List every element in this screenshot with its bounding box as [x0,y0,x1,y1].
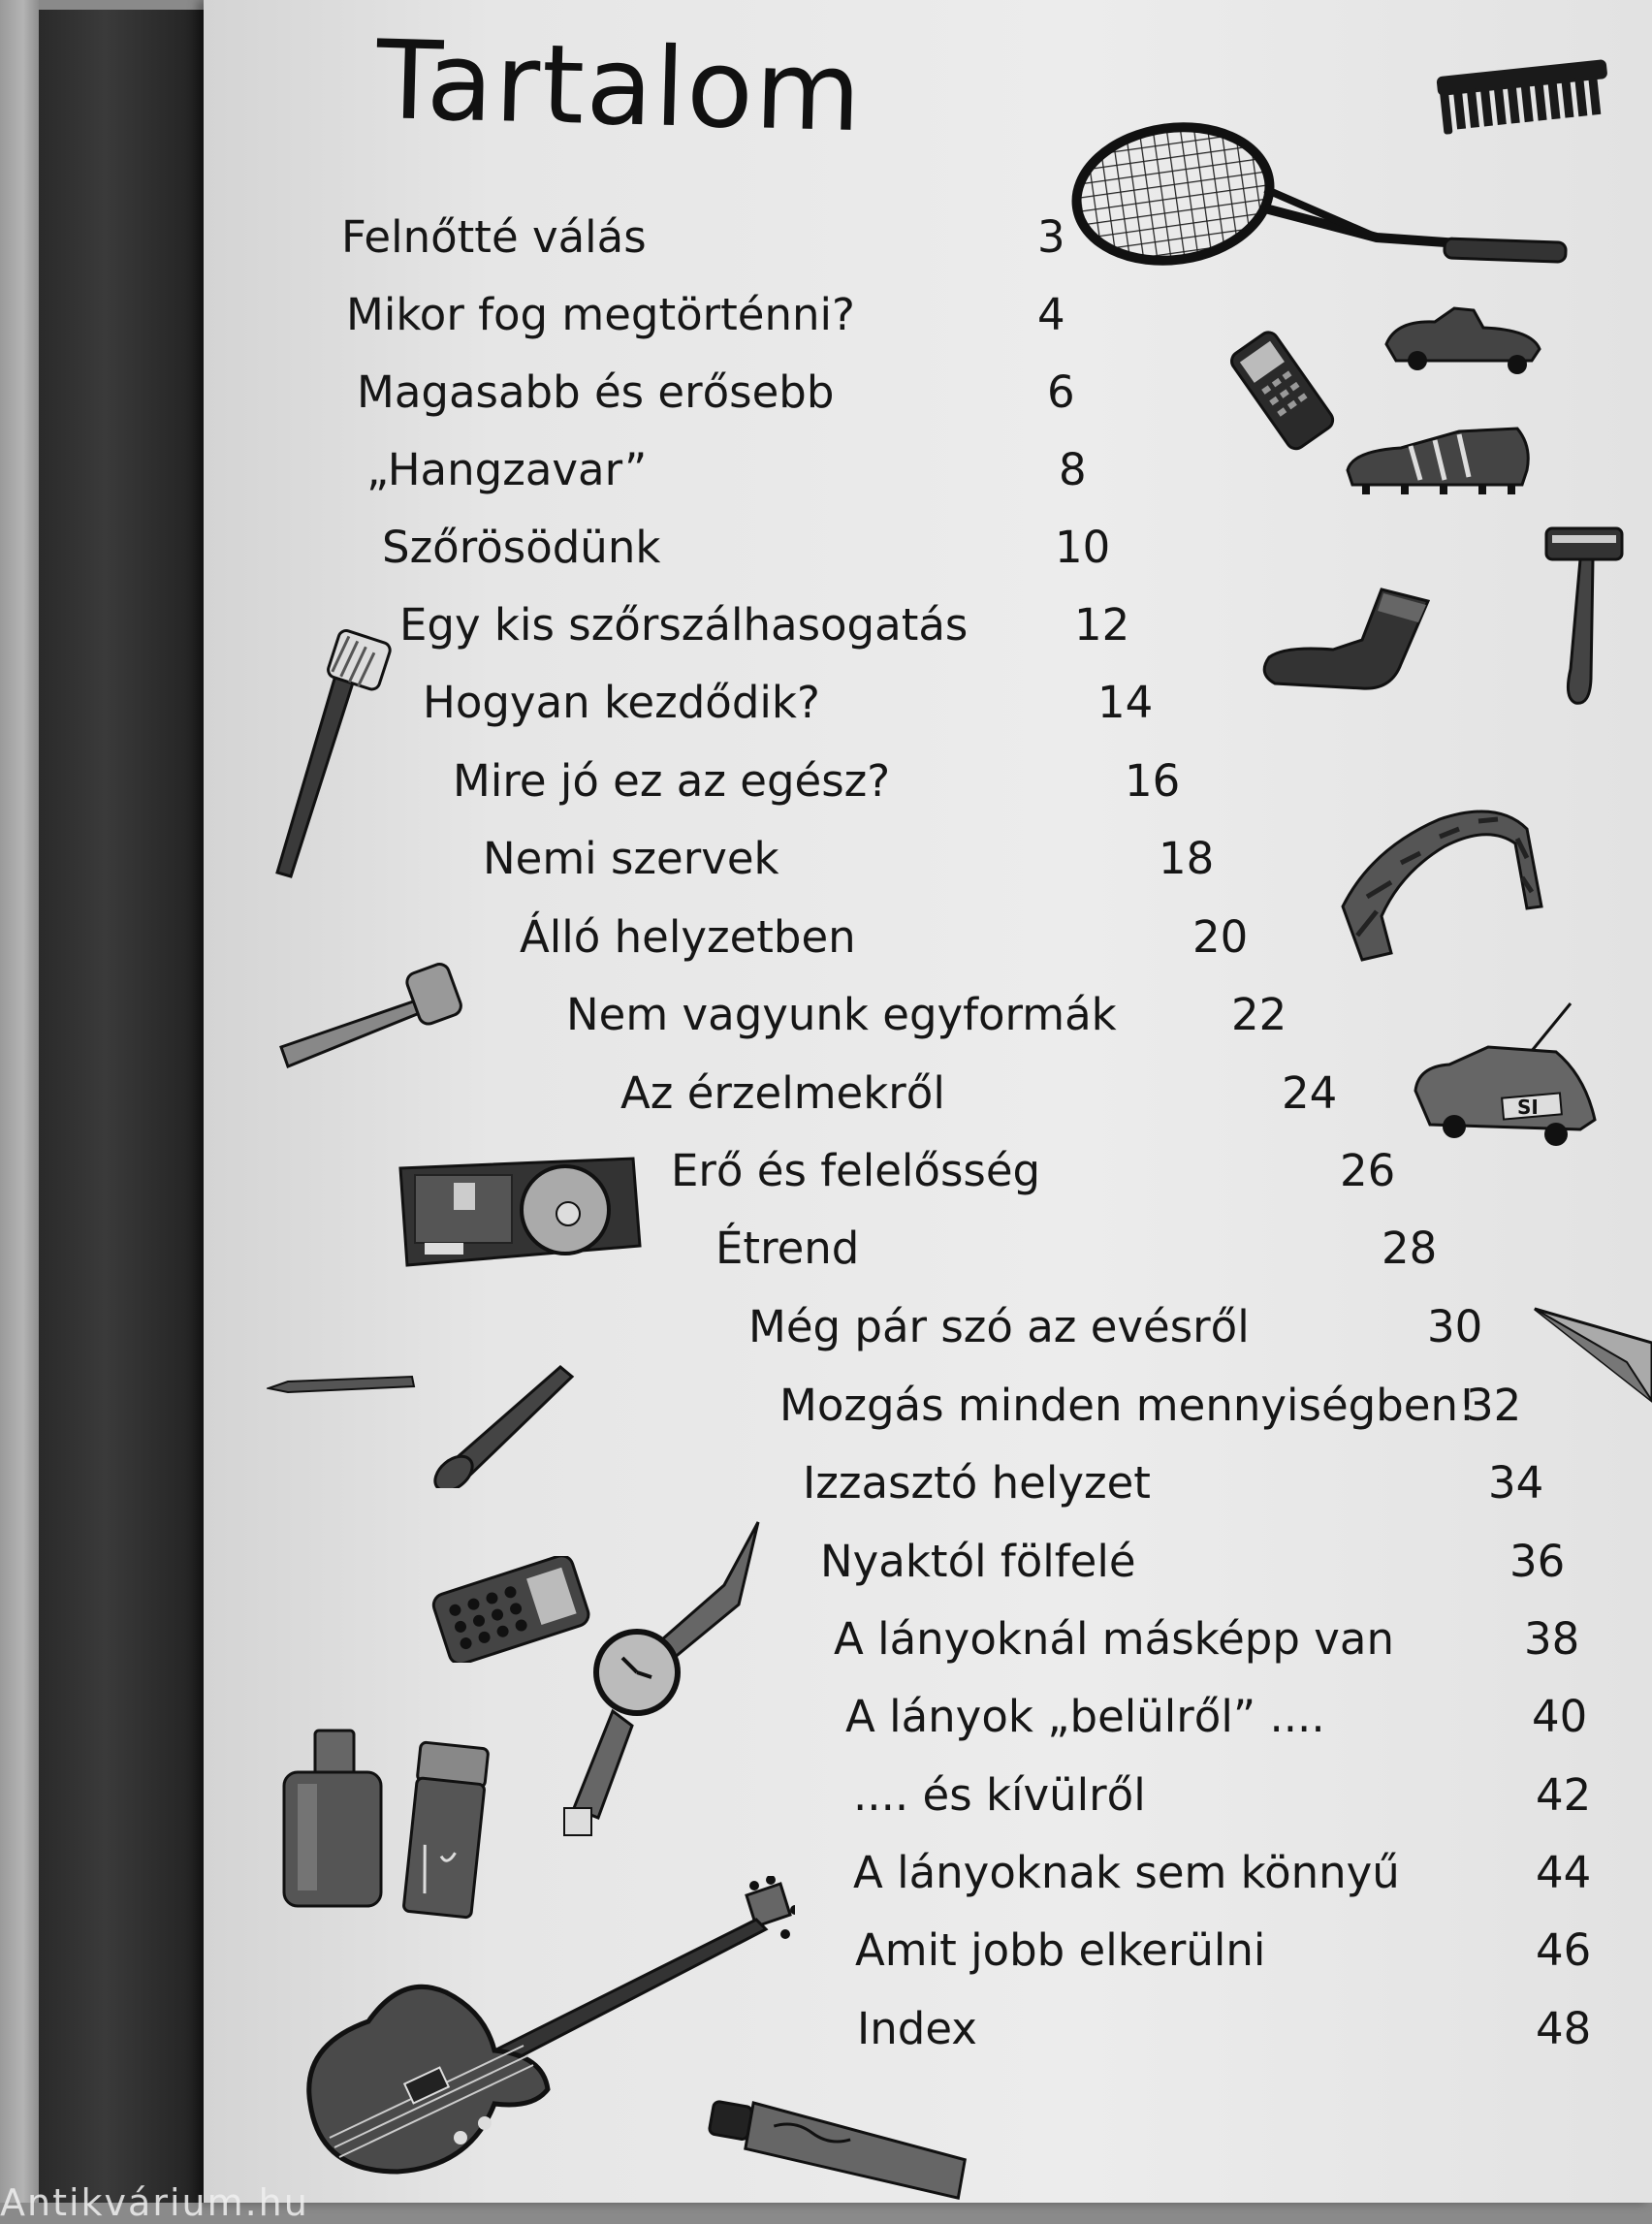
necktie-icon [1333,790,1551,974]
fountain-pen-icon [425,1352,580,1488]
toc-entry [346,286,1115,344]
toc-entry-title: Az érzelmekről [620,1067,945,1119]
toc-entry [803,1454,1566,1512]
background-left [0,0,39,2203]
toc-entry [857,2000,1613,2058]
toc-entry [845,1688,1609,1746]
toc-entry-title: Izzasztó helyzet [803,1457,1151,1509]
tennis-racket-icon [1066,116,1580,281]
toc-entry-title: Mire jó ez az egész? [453,755,891,807]
toc-entry-page: 24 [1282,1067,1338,1119]
sneaker-icon [1343,417,1537,504]
rc-toy-car-icon [1411,999,1600,1154]
toc-entry-page: 46 [1536,1924,1592,1976]
toc-entry [748,1298,1505,1356]
toc-entry-title: A lányok „belülről” .... [845,1691,1325,1742]
disposable-razor-icon [276,960,470,1076]
toc-entry-page: 4 [1037,289,1065,340]
toc-entry-title: Erő és felelősség [671,1145,1041,1196]
toc-entry [483,830,1236,888]
toothbrush-icon [260,620,405,882]
toc-entry-title: „Hangzavar” [366,444,648,495]
toc-entry [853,1844,1613,1902]
toy-race-car-icon [1377,301,1546,378]
toc-entry-page: 28 [1382,1223,1438,1274]
toc-entry-page: 16 [1125,755,1181,807]
toc-entry [341,208,1115,267]
sock-icon [1255,582,1435,698]
toc-entry-title: Álló helyzetben [520,911,856,963]
car-plate-text: SI [1517,1096,1539,1119]
toc-entry [779,1377,1543,1435]
toc-entry [853,1766,1613,1825]
toc-entry [820,1533,1587,1591]
toc-entry [834,1610,1602,1668]
toc-entry [855,1922,1613,1980]
toc-entry-page: 40 [1532,1691,1588,1742]
toc-entry-title: A lányoknál másképp van [834,1613,1394,1665]
toothpaste-tube-icon [703,2099,974,2203]
toc-entry [715,1220,1459,1278]
cd-player-icon [396,1154,643,1270]
paper-plane-icon [1530,1304,1652,1411]
toc-entry-title: Még pár szó az evésről [748,1301,1250,1352]
toc-entry [453,752,1202,810]
toc-entry-page: 26 [1340,1145,1396,1196]
toc-entry [620,1064,1359,1123]
toc-entry [671,1142,1417,1200]
toc-entry-page: 8 [1059,444,1087,495]
toc-entry [423,674,1175,732]
toc-entry [399,596,1152,654]
toc-entry-page: 6 [1047,366,1075,418]
toc-entry-page: 20 [1192,911,1249,963]
toc-entry-title: Étrend [715,1223,860,1274]
toc-entry-title: Mikor fog megtörténni? [346,289,855,340]
toc-entry-title: Magasabb és erősebb [357,366,835,418]
toc-entry-title: Mozgás minden mennyiségben! [779,1380,1477,1431]
razor-icon [1537,524,1634,708]
page-title: Tartalom [374,17,865,157]
watermark-text: Antikvárium.hu [0,2181,309,2224]
toc-entry-page: 30 [1427,1301,1483,1352]
toc-entry-page: 42 [1536,1769,1592,1821]
toc-entry-title: A lányoknak sem könnyű [853,1847,1400,1898]
toc-entry-page: 32 [1466,1380,1522,1431]
toc-entry-page: 3 [1037,211,1065,263]
calculator-icon [429,1556,593,1663]
toc-entry-page: 14 [1097,677,1154,728]
toc-entry-page: 36 [1509,1536,1566,1587]
toc-entry-page: 34 [1488,1457,1544,1509]
toc-entry [366,441,1136,499]
pencil-icon [267,1367,417,1401]
toc-entry-page: 22 [1231,989,1287,1040]
book-spine [39,10,204,2203]
toc-entry [520,908,1270,967]
mobile-phone-icon [1217,330,1348,451]
toc-entry [382,519,1132,577]
toc-entry-page: 18 [1159,833,1215,884]
toc-entry-page: 12 [1074,599,1130,651]
toc-entry [357,364,1125,422]
toc-entry-page: 10 [1055,522,1111,573]
toc-entry-title: Nemi szervek [483,833,779,884]
toc-entry-page: 44 [1536,1847,1592,1898]
toc-entry-title: Szőrösödünk [382,522,661,573]
toc-entry-title: Egy kis szőrszálhasogatás [399,599,969,651]
toc-entry-title: Nyaktól fölfelé [820,1536,1136,1587]
toc-entry-page: 48 [1536,2003,1592,2054]
toc-entry-title: .... és kívülről [853,1769,1146,1821]
toc-entry-title: Hogyan kezdődik? [423,677,820,728]
toc-entry-title: Felnőtté válás [341,211,647,263]
toc-entry-title: Amit jobb elkerülni [855,1924,1266,1976]
toc-entry [566,986,1309,1044]
toc-entry-title: Nem vagyunk egyformák [566,989,1117,1040]
toc-entry-title: Index [857,2003,977,2054]
toc-entry-page: 38 [1524,1613,1580,1665]
